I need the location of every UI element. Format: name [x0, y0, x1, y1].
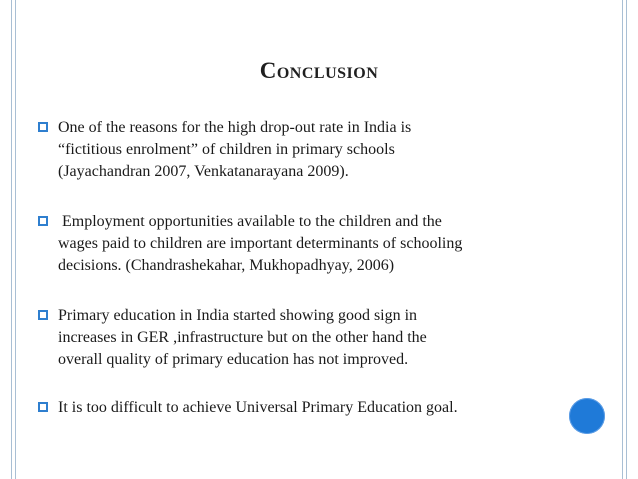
bullet-item — [38, 397, 578, 419]
bullet-line: overall quality of primary education has not improved. — [58, 351, 409, 368]
bullet-line: Employment opportunities available to the children and the — [58, 213, 442, 230]
bullet-item — [38, 117, 578, 183]
hollow-square-bullet-icon — [38, 122, 48, 132]
bullet-line: increases in GER ,infrastructure but on the other hand the — [58, 329, 427, 346]
bullet-line: wages paid to children are important determinants of schooling — [58, 235, 463, 252]
bullet-list — [38, 117, 578, 419]
bullet-line: It is too difficult to achieve Universal Primary Education goal. — [58, 399, 458, 416]
hollow-square-bullet-icon — [38, 216, 48, 226]
bullet-line: Primary education in India started showing good sign in — [58, 307, 418, 324]
hollow-square-bullet-icon — [38, 310, 48, 320]
bullet-line: (Jayachandran 2007, Venkatanarayana 2009). — [58, 163, 349, 180]
bullet-line: decisions. (Chandrashekahar, Mukhopadhyay, 2006) — [58, 257, 395, 274]
slide-title: Conclusion — [259, 58, 379, 83]
bullet-item — [38, 211, 578, 277]
bullet-line: “fictitious enrolment” of children in primary schools — [58, 141, 395, 158]
blue-circle-icon[interactable] — [569, 398, 605, 434]
hollow-square-bullet-icon — [38, 402, 48, 412]
bullet-item — [38, 305, 578, 371]
bullet-line: One of the reasons for the high drop-out rate in India is — [58, 119, 412, 136]
